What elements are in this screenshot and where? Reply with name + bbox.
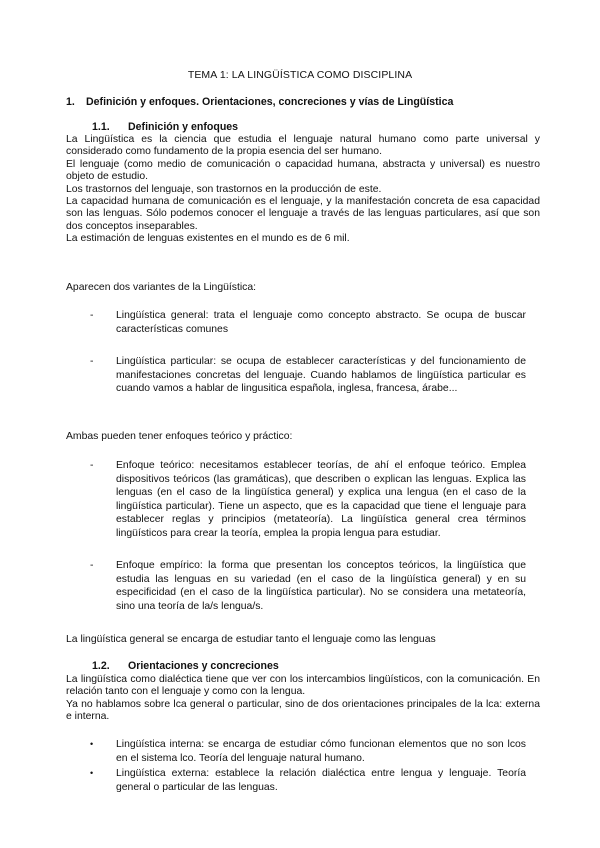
list-item-text: Lingüística externa: establece la relación dialéctica entre lengua y lenguaje. Teoría general o particular de las lenguas. xyxy=(116,768,526,793)
list-item-text: Lingüística general: trata el lenguaje como concepto abstracto. Se ocupa de buscar características comunes xyxy=(116,310,526,335)
closing-sentence: La lingüística general se encarga de estudiar tanto el lenguaje como las lenguas xyxy=(66,634,436,645)
section-title: Definición y enfoques. Orientaciones, concreciones y vías de Lingüística xyxy=(86,96,454,108)
subsection-number: 1.1. xyxy=(92,121,110,133)
section-heading xyxy=(66,96,453,108)
dash-marker: - xyxy=(90,310,94,321)
list-item xyxy=(90,309,526,336)
list-item-text: Enfoque empírico: la forma que presentan los conceptos teóricos, la lingüística que estudia las lenguas en su variedad (en el caso de la lingüística general) y en su especificidad (en el caso de la lingüística particular). No se considera una metateoría, sino una teoría de la/s lengua/s. xyxy=(116,560,526,612)
subsection-heading-1-2 xyxy=(92,660,279,672)
approaches-intro: Ambas pueden tener enfoques teórico y práctico: xyxy=(66,431,293,442)
bullet-marker: • xyxy=(90,739,94,749)
paragraph: La capacidad humana de comunicación es el lenguaje, y la manifestación concreta de esa capacidad son las lenguas. Sólo podemos conocer el lenguaje a través de las lenguas particulares, así que son dos conceptos inseparables. xyxy=(66,196,540,232)
dash-marker: - xyxy=(90,460,94,471)
dash-marker: - xyxy=(90,356,94,367)
paragraph: La estimación de lenguas existentes en el mundo es de 6 mil. xyxy=(66,233,350,245)
variants-intro: Aparecen dos variantes de la Lingüística: xyxy=(66,282,257,293)
paragraph: Los trastornos del lenguaje, son trastornos en la producción de este. xyxy=(66,183,382,195)
list-item xyxy=(90,559,526,613)
dash-marker: - xyxy=(90,560,94,571)
page-title: TEMA 1: LA LINGÜÍSTICA COMO DISCIPLINA xyxy=(187,69,413,81)
section-number: 1. xyxy=(66,96,75,108)
list-item-text: Lingüística interna: se encarga de estudiar cómo funcionan elementos que no son lcos en el sistema lco. Teoría del lenguaje natural humano. xyxy=(116,739,526,764)
list-item-text: Enfoque teórico: necesitamos establecer teorías, de ahí el enfoque teórico. Emplea dispositivos teóricos (las gramáticas), que describen o explican las lenguas. Explica las lenguas (en el caso de la lingüística general) y explica una lengua (en el caso de la lingüística particular). Tiene un aspecto, que es la capacidad que tiene el lenguaje para establecer reglas y principios (metateoría). La lingüística general crea términos lingüísticos para crear la teoría, emplea la propia lengua para estudiar. xyxy=(116,460,526,539)
orientations-block xyxy=(66,674,540,724)
definition-block xyxy=(66,134,540,246)
subsection-number: 1.2. xyxy=(92,660,110,672)
paragraph: La lingüística como dialéctica tiene que ver con los intercambios lingüísticos, con la comunicación. En relación tanto con el lenguaje y como con la lengua. xyxy=(66,674,540,698)
list-item xyxy=(90,355,526,396)
list-item-text: Lingüística particular: se ocupa de establecer características y del funcionamiento de manifestaciones concretas del lenguaje. Cuando hablamos de lingüística particular es cuando vamos a hablar de lingusitica española, inglesa, francesa, árabe... xyxy=(116,356,526,395)
list-item xyxy=(90,767,526,794)
list-item xyxy=(90,459,526,541)
paragraph: La Lingüística es la ciencia que estudia el lenguaje natural humano como parte universal y considerado como fundamento de la propia esencia del ser humano. xyxy=(66,134,540,158)
subsection-title: Definición y enfoques xyxy=(128,121,239,133)
subsection-heading-1-1 xyxy=(92,121,238,133)
subsection-title: Orientaciones y concreciones xyxy=(128,660,279,672)
bullet-marker: • xyxy=(90,768,94,778)
list-item xyxy=(90,738,526,765)
paragraph: El lenguaje (como medio de comunicación o capacidad humana, abstracta y universal) es nuestro objeto de estudio. xyxy=(66,158,540,183)
paragraph: Ya no hablamos sobre lca general o particular, sino de dos orientaciones principales de la lca: externa e interna. xyxy=(66,698,540,723)
